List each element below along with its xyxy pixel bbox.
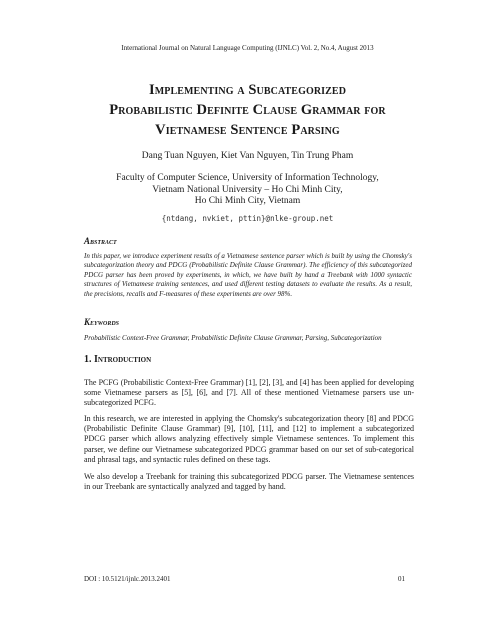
author-list: Dang Tuan Nguyen, Kiet Van Nguyen, Tin Trung Pham <box>141 151 354 161</box>
introduction-paragraph: In this research, we are interested in applying the Chomsky's subcategorization theory [8] and PDCG (Probabilistic Definite Clause Grammar) [9], [10], [11], and [12] to implement a subcategorized PDCG parser which allows analyzing effectively simple Vietnamese sentences. To implement this parser, we define our Vietnamese subcategorized PDCG grammar based on our set of sub-categorical and phrasal tags, and syntactic rules defined on these tags. <box>84 414 414 464</box>
affiliation <box>0 173 495 208</box>
affiliation-line: Vietnam National University – Ho Chi Minh City, <box>152 184 343 195</box>
introduction-paragraph: We also develop a Treebank for training this subcategorized PDCG parser. The Vietnamese sentences in our Treebank are syntactically analyzed and tagged by hand. <box>84 472 414 492</box>
doi-footer: DOI : 10.5121/ijnlc.2013.2401 <box>84 575 171 583</box>
running-header: International Journal on Natural Language Computing (IJNLC) Vol. 2, No.4, August 2013 <box>121 44 374 52</box>
author-emails: {ntdang, nvkiet, pttin}@nlke-group.net <box>161 214 334 223</box>
affiliation-line: Ho Chi Minh City, Vietnam <box>194 196 301 206</box>
paper-title <box>40 80 455 140</box>
abstract-heading: Abstract <box>84 236 117 246</box>
title-line-1: Implementing a Subcategorized <box>148 82 347 98</box>
title-line-2: Probabilistic Definite Clause Grammar for <box>109 102 386 118</box>
introduction-heading: 1. Introduction <box>84 354 152 365</box>
affiliation-line: Faculty of Computer Science, University of Information Technology, <box>116 173 379 183</box>
abstract-body: In this paper, we introduce experiment results of a Vietnamese sentence parser which is built by using the Chomsky's subcategorization theory and PDCG (Probabilistic Definite Clause Grammar). The efficiency of this subcategorized PDCG parser has been proved by experiments, in which, we have built by hand a Treebank with 1000 syntactic structures of Vietnamese training sentences, and used different testing datasets to evaluate the results. As a result, the precisions, recalls and F-measures of these experiments are over 98%. <box>84 252 412 298</box>
introduction-paragraph: The PCFG (Probabilistic Context-Free Grammar) [1], [2], [3], and [4] has been applied for developing some Vietnamese parsers as [5], [6], and [7]. All of these mentioned Vietnamese parsers use un-subcategorized PCFG. <box>84 378 414 408</box>
keywords-body: Probabilistic Context-Free Grammar, Probabilistic Definite Clause Grammar, Parsing, Subcategorization <box>84 334 382 342</box>
page-number: 01 <box>398 575 405 583</box>
keywords-heading: Keywords <box>84 317 120 327</box>
title-line-3: Vietnamese Sentence Parsing <box>155 122 340 138</box>
